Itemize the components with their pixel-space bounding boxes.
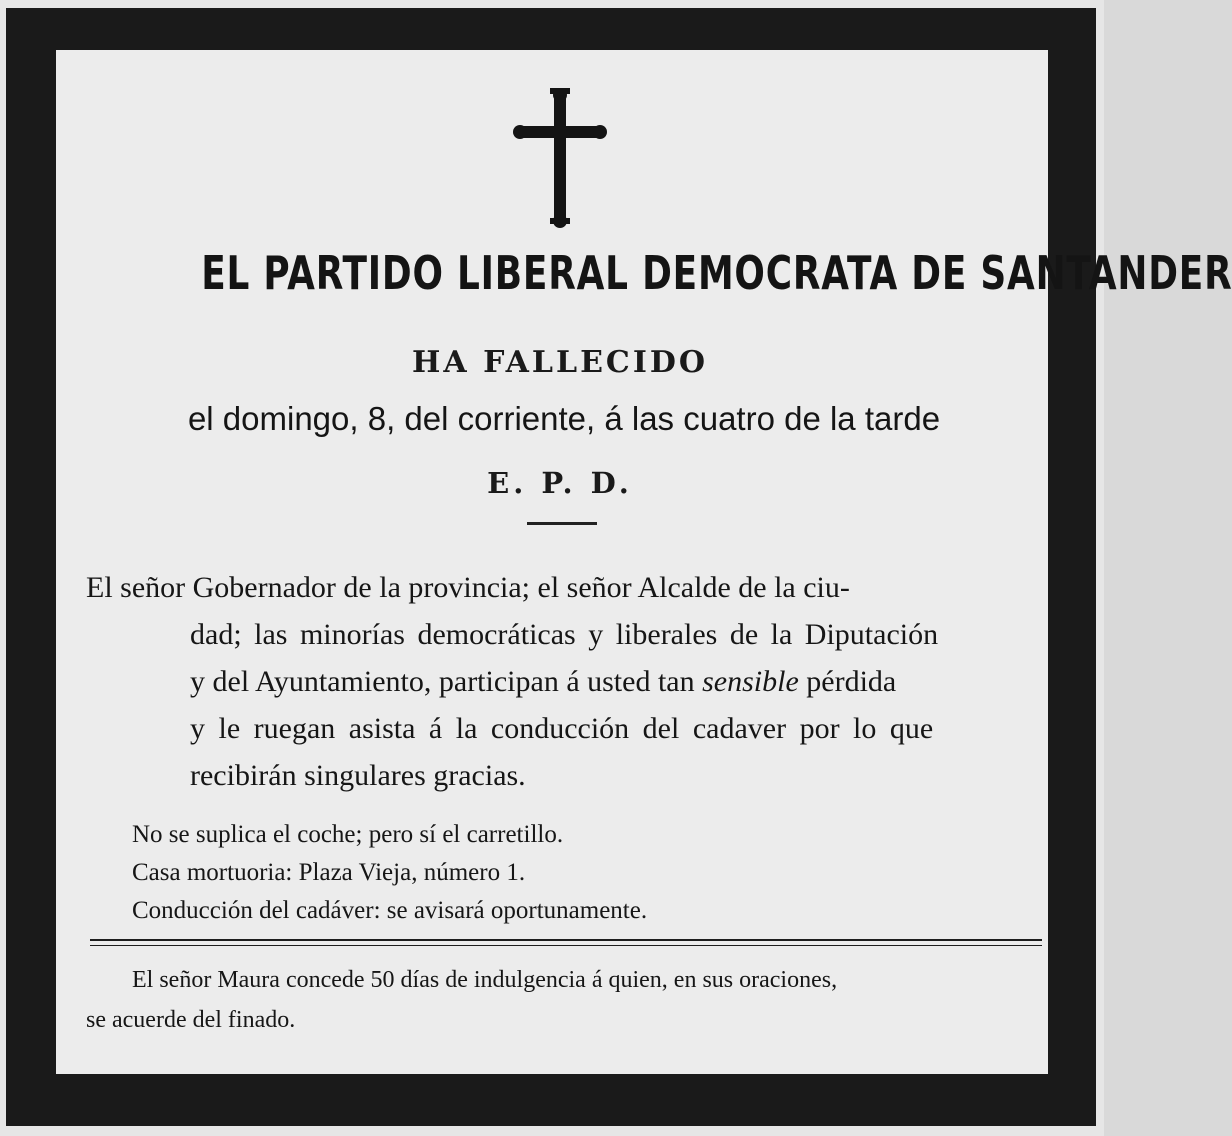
double-divider	[90, 939, 1042, 946]
epd-abbreviation: E. P. D.	[487, 466, 633, 500]
body-line-tail: pérdida	[798, 665, 897, 698]
ha-fallecido-heading: HA FALLECIDO	[412, 345, 708, 380]
indulgence-line: se acuerde del finado.	[86, 1007, 296, 1033]
body-line: El señor Gobernador de la provincia; el señor Alcalde de la ciu-	[86, 571, 850, 604]
body-line: y le ruegan asista á la conducción del cadaver por lo que	[190, 712, 934, 745]
body-line: recibirán singulares gracias.	[190, 759, 526, 792]
italic-word: sensible	[702, 665, 799, 698]
indulgence-note	[86, 960, 1042, 1040]
party-headline: EL PARTIDO LIBERAL DEMOCRATA DE SANTANDER	[201, 246, 1232, 300]
note-line: Conducción del cadáver: se avisará oportunamente.	[132, 897, 648, 924]
note-line: Casa mortuoria: Plaza Vieja, número 1.	[132, 859, 526, 886]
death-date-line: el domingo, 8, del corriente, á las cuatro de la tarde	[187, 400, 941, 437]
short-divider	[527, 522, 597, 525]
indulgence-line: El señor Maura concede 50 días de indulgencia á quien, en sus oraciones,	[132, 967, 838, 993]
funeral-notes	[132, 816, 1012, 930]
body-line: dad; las minorías democráticas y liberales de la Diputación	[190, 618, 939, 651]
body-line-text: y del Ayuntamiento, participan á usted tan	[190, 665, 703, 698]
announcement-body	[86, 564, 1042, 799]
body-line	[86, 658, 1042, 705]
cross-icon	[514, 86, 606, 228]
note-line: No se suplica el coche; pero sí el carretillo.	[132, 821, 564, 848]
